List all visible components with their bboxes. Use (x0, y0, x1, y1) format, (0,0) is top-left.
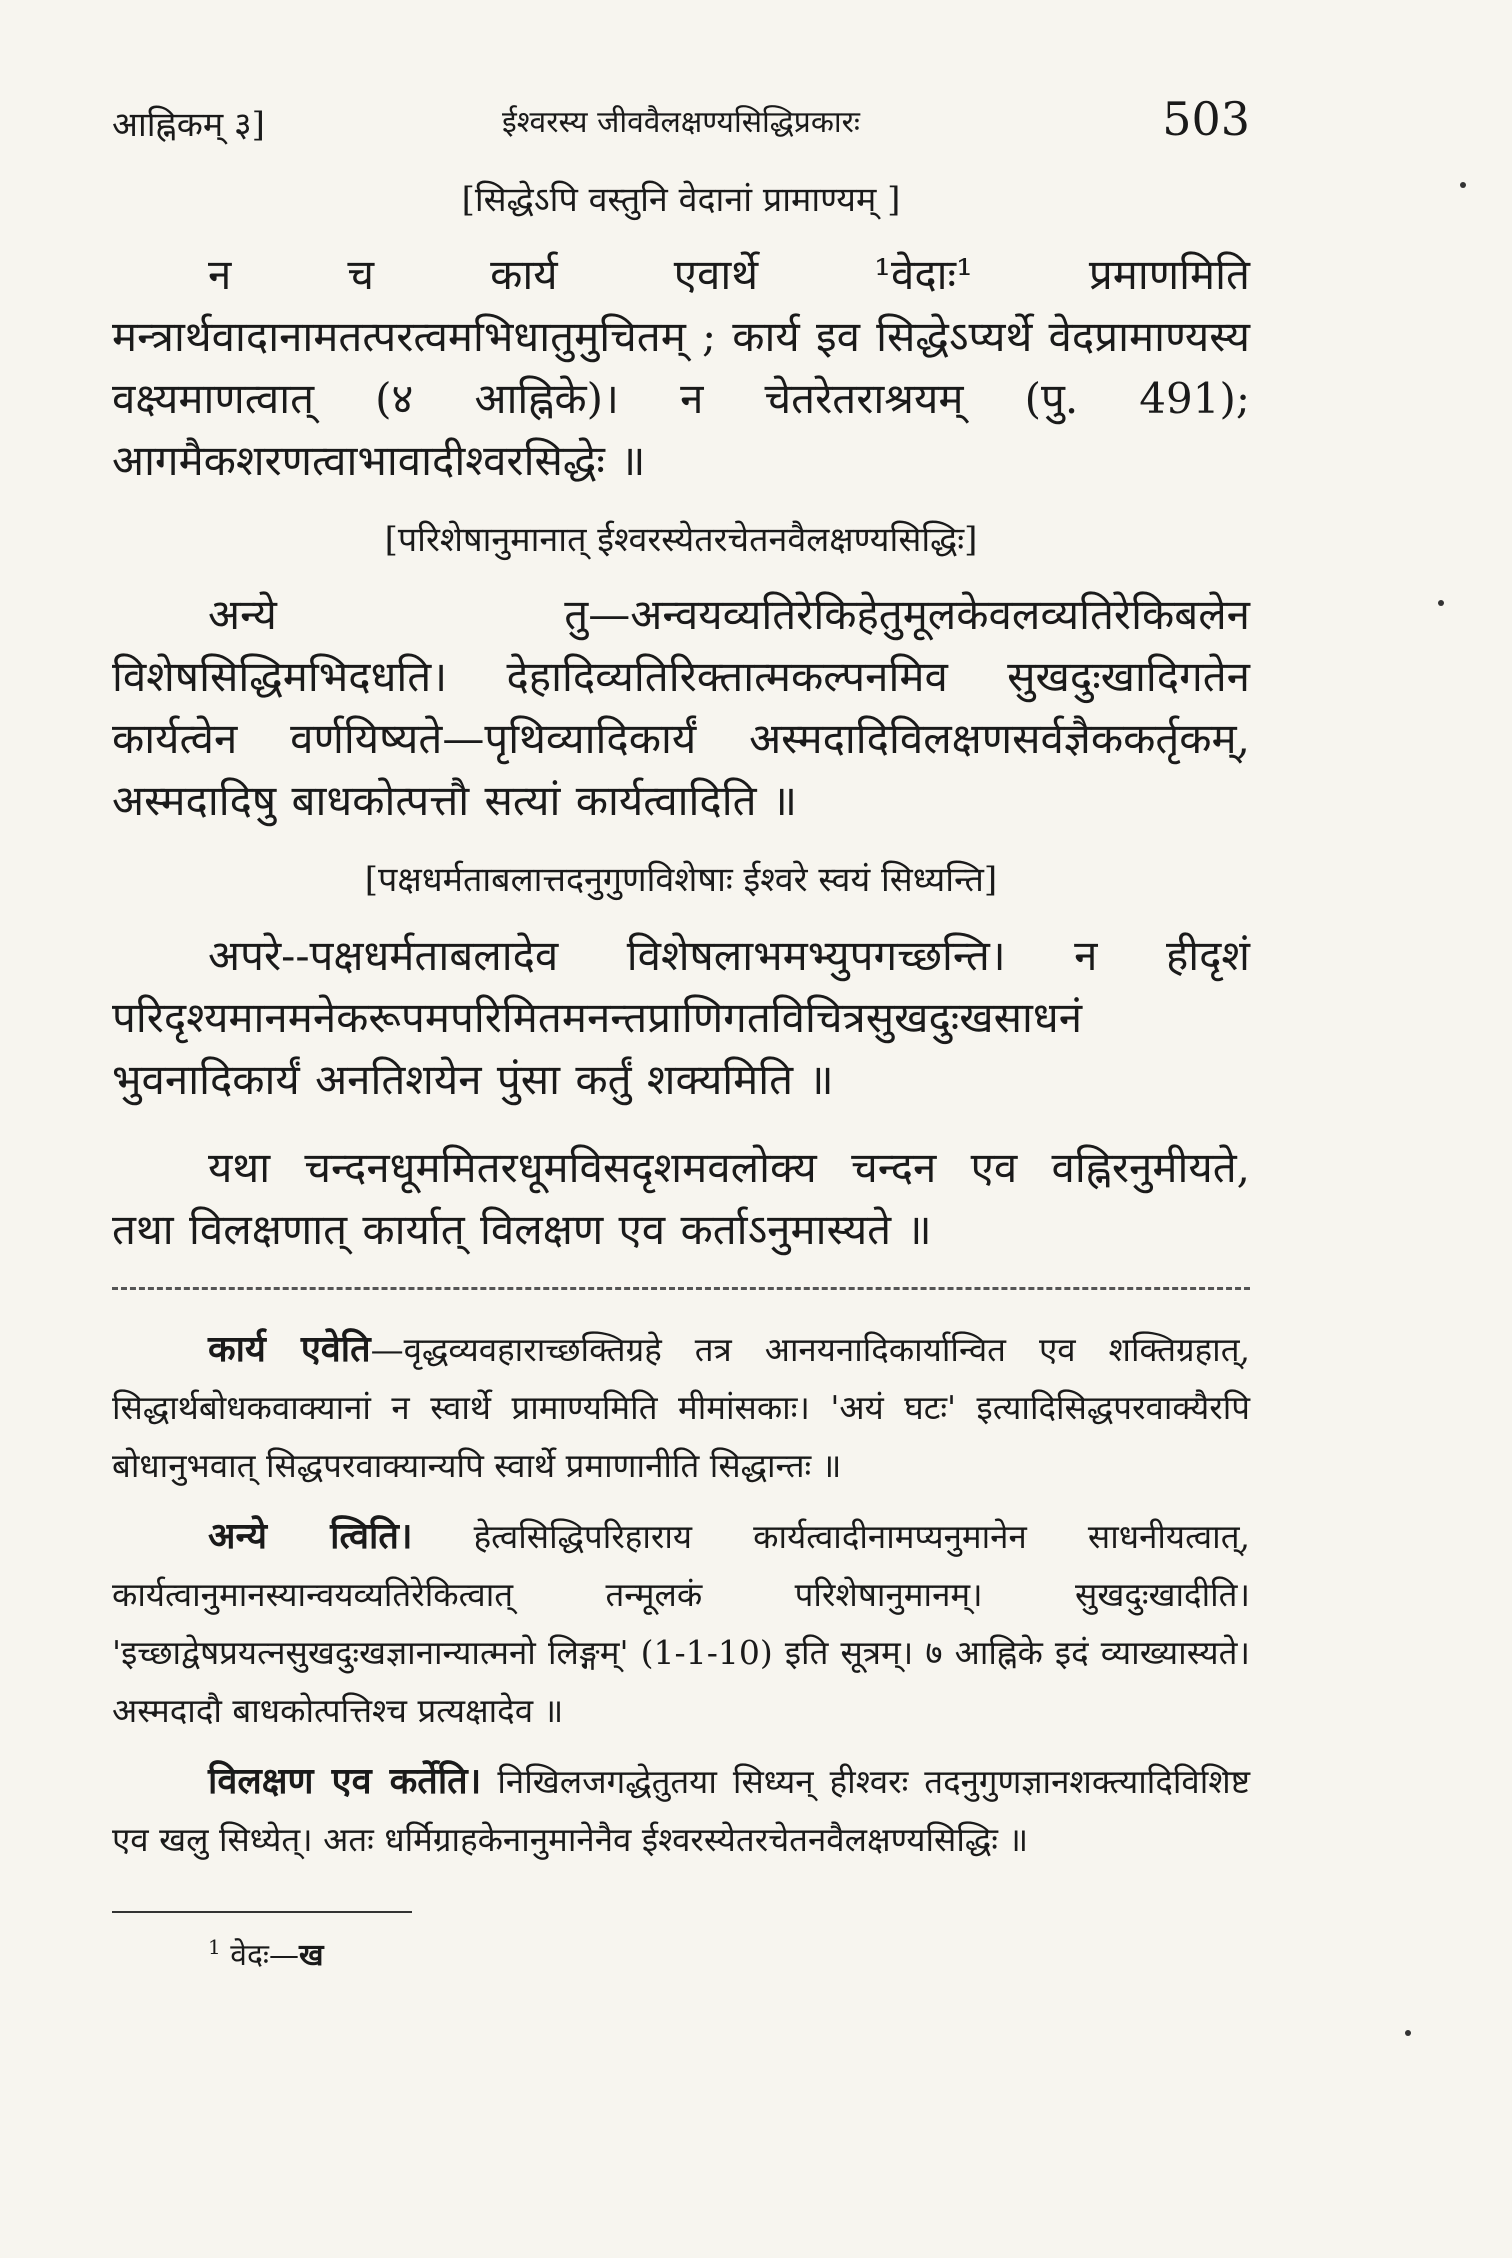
commentary-note (112, 1752, 1250, 1869)
main-paragraph: अपरे--पक्षधर्मताबलादेव विशेषलाभमभ्युपगच्छन्ति। न हीदृशं परिदृश्यमानमनेकरूपमपरिमितमनन्तप्राणिगतविचित्रसुखदुःखसाधनं भुवनादिकार्यं अनतिशयेन पुंसा कर्तुं शक्यमिति ॥ (112, 930, 1250, 1104)
commentary-note (112, 1320, 1250, 1495)
page-body (112, 178, 1250, 1974)
chapter-label: आह्निकम् ३] (112, 105, 265, 145)
footnote-variant: ख (298, 1937, 324, 1973)
note-text: हेत्वसिद्धिपरिहाराय कार्यत्वादीनामप्यनुमानेन साधनीयत्वात्, कार्यत्वानुमानस्यान्वयव्यतिरेकित्वात् तन्मूलकं परिशेषानुमानम्। सुखदुःखादीति। 'इच्छाद्वेषप्रयत्नसुखदुःखज्ञानान्यात्मनो लिङ्गम्' (1-1-10) इति सूत्रम्। ७ आह्निके इदं व्याख्यास्यते। अस्मदादौ बाधकोत्पत्तिश्च प्रत्यक्षादेव ॥ (112, 1516, 1251, 1730)
footnote-mark: 1 (208, 1934, 221, 1959)
section-heading: [सिद्धेऽपि वस्तुनि वेदानां प्रामाण्यम् ] (461, 180, 901, 220)
scan-speck (1460, 182, 1466, 188)
footnote-text: वेदः— (230, 1937, 299, 1973)
note-text: निखिलजगद्धेतुतया सिध्यन् हीश्वरः तदनुगुणज्ञानशक्त्यादिविशिष्ट एव खलु सिध्येत्। अतः धर्मिग्राहकेनानुमानेनैव ईश्वरस्येतरचेतनवैलक्षण्यसिद्धिः ॥ (112, 1761, 1250, 1859)
main-paragraph: यथा चन्दनधूममितरधूमविसदृशमवलोक्य चन्दन एव वह्निरनुमीयते, तथा विलक्षणात् कार्यात् विलक्षण एव कर्ताऽनुमास्यते ॥ (112, 1142, 1250, 1254)
note-lemma: कार्य एवेति (208, 1327, 371, 1370)
scan-speck (1438, 600, 1444, 606)
note-lemma: विलक्षण एव कर्तेति। (208, 1759, 482, 1802)
main-paragraph: न च कार्य एवार्थे ¹वेदाः¹ प्रमाणमिति मन्त्रार्थवादानामतत्परत्वमभिधातुमुचितम् ; कार्य इव सिद्धेऽप्यर्थे वेदप्रामाण्यस्य वक्ष्यमाणत्वात् (४ आह्निके)। न चेतरेतराश्रयम् (पु. 491); आगमैकशरणत्वाभावादीश्वरसिद्धेः ॥ (112, 250, 1250, 486)
commentary-divider (112, 1287, 1250, 1290)
page-number: 503 (1162, 92, 1250, 146)
footnote (208, 1933, 1250, 1974)
note-lemma: अन्ये त्विति। (208, 1514, 413, 1557)
running-head (112, 92, 1250, 152)
note-text: —वृद्धव्यवहाराच्छक्तिग्रहे तत्र आनयनादिकार्यान्वित एव शक्तिग्रहात्, सिद्धार्थबोधकवाक्यानां न स्वार्थे प्रामाण्यमिति मीमांसकाः। 'अयं घटः' इत्यादिसिद्धपरवाक्यैरपि बोधानुभवात् सिद्धपरवाक्यान्यपि स्वार्थे प्रमाणानीति सिद्धान्तः ॥ (112, 1329, 1251, 1485)
main-paragraph: अन्ये तु—अन्वयव्यतिरेकिहेतुमूलकेवलव्यतिरेकिबलेन विशेषसिद्धिमभिदधति। देहादिव्यतिरिक्तात्मकल्पनमिव सुखदुःखादिगतेन कार्यत्वेन वर्णयिष्यते—पृथिव्यादिकार्यं अस्मदादिविलक्षणसर्वज्ञैककर्तृकम्, अस्मदादिषु बाधकोत्पत्तौ सत्यां कार्यत्वादिति ॥ (112, 590, 1250, 826)
footnote-rule (112, 1911, 412, 1913)
section-heading: [परिशेषानुमानात् ईश्वरस्येतरचेतनवैलक्षण्यसिद्धिः] (384, 520, 978, 561)
page-heading: ईश्वरस्य जीववैलक्षण्यसिद्धिप्रकारः (502, 105, 860, 140)
section-heading: [पक्षधर्मताबलात्तदनुगुणविशेषाः ईश्वरे स्वयं सिध्यन्ति] (364, 860, 998, 901)
scan-speck (1405, 2030, 1411, 2036)
commentary-note (112, 1507, 1250, 1740)
